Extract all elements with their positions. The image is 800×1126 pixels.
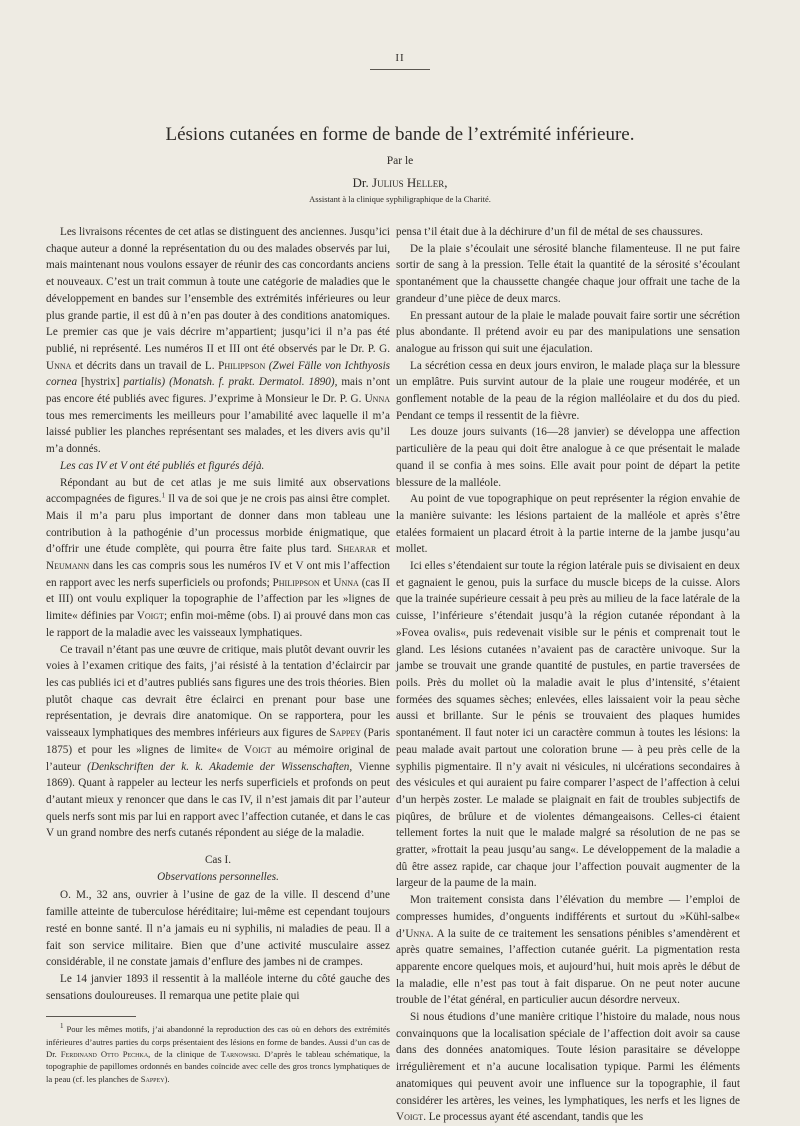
byline: Par le <box>386 155 414 167</box>
author-prefix: Dr. <box>352 175 369 190</box>
footnote: $^1$ Pour les mêmes motifs, j’ai abandonné la reproduction des cas où en dehors des extrémités inférieures d’autres parties du corps présentaient des lésions en forme de bandes. Aussi d’un cas de Dr. Ferdinand Otto Pechka, de la clinique de Tarnowski. D’après le tableau schématique, la topographie de papillomes ordonnés en bandes coïncide avec celle des gros troncs lymphatiques de la peau (cf. les planches de Sappey). <box>46 1022 390 1084</box>
article-title: Lésions cutanées en forme de bande de l’extrémité inférieure. <box>165 124 635 145</box>
paragraph: En pressant autour de la plaie le malade pouvait faire sortir une sécrétion plus abondante. Il prétend avoir eu par des manipulations une sensation analogue au frisson qui suit une éjaculation. <box>396 309 740 355</box>
paragraph: Répondant au but de cet atlas je me suis limité aux observations accompagnées de figures.$^1$ Il va de soi que je ne crois pas ainsi être complet. Mais il m’a paru plus important de donner dans mon tableau une contribution à la pathogénie d’un processus morbide énigmatique, que d’offrir une étude complète, qui pourra être faite plus tard. Shearar et Neumann dans les cas compris sous les numéros IV et V ont mis l’affection en rapport avec les nerfs superficiels ou profonds; Philippson et Unna (cas II et III) ont voulu expliquer la topographie de l’affection par les »lignes de limite« définies par Voigt; enfin moi-même (obs. I) ai prouvé dans mon cas le rapport de la maladie avec les vaisseaux lymphatiques. <box>46 476 391 639</box>
section-subheading: Observations personnelles. <box>157 870 279 883</box>
paragraph: Les livraisons récentes de cet atlas se distinguent des anciennes. Jusqu’ici chaque auteur a donné la représentation du ou des malades observés par lui, mais maintenant nous voulons essayer de réunir des cas concordants anciens et nouveaux. C’est un trait commun à toute une catégorie de maladies que le développement en bandes sur l’ensemble des extrémités inférieures ou leur plus grande partie, il est dû à n’en pas douter à des conditions anatomiques. Le premier cas que je vais décrire m’appartient; jusqu’ici il n’a pas été publié, ni représenté. Les numéros II et III ont été observés par le Dr. P. G. Unna et décrits dans un travail de L. Philippson (Zwei Fälle von Ichthyosis cornea [hystrix] partialis) (Monatsh. f. prakt. Dermatol. 1890), mais n’ont pas encore été publiés avec figures. J’exprime à Monsieur le Dr. P. G. Unna tous mes remerciments les meilleurs pour l’amabilité avec laquelle il m’a laissé publier les planches représentant ses malades, et les divers avis qu’il m’a donnés. <box>46 226 391 456</box>
author-affiliation: Assistant à la clinique syphiligraphique de la Charité. <box>309 194 491 204</box>
author-name: Julius Heller, <box>372 175 448 190</box>
page-number-rule <box>370 69 430 70</box>
paragraph: Les douze jours suivants (16—28 janvier) se développa une affection particulière de la peau qui doit être analogue à ce que présentait le malade quand il se confia à mes soins. Elle avait pour point de départ la petite blessure de la malléole. <box>396 426 740 489</box>
paragraph: O. M., 32 ans, ouvrier à l’usine de gaz de la ville. Il descend d’une famille atteinte de tuberculose héréditaire; lui-même est cependant toujours resté en bonne santé. Il n’a jamais eu ni syphilis, ni maladies de peau. Il a fait son service militaire. Bien que d’une activité musculaire assez considérable, il ne constate jamais d’enflure des jambes ni de crampes. <box>46 889 390 969</box>
paragraph: pensa t’il était due à la déchirure d’un fil de métal de ses chaussures. <box>396 226 703 238</box>
right-column <box>396 224 740 1126</box>
paragraph: La sécrétion cessa en deux jours environ, le malade plaça sur la blessure un emplâtre. Puis survint autour de la plaie une rougeur modérée, et un gonflement notable de la peau de la région malléolaire et du dos du pied. Pendant ce temps il ressentit de la fièvre. <box>396 359 740 422</box>
paragraph: De la plaie s’écoulait une sérosité blanche filamenteuse. Il ne put faire sortir de sang à la pression. Telle était la quantité de la sérosité s’écoulant spontanément que la chaussette changée chaque jour offrait une tache de la grandeur d’une pièce de deux marcs. <box>396 242 740 305</box>
footnote-rule <box>46 1016 136 1017</box>
paragraph: Le 14 janvier 1893 il ressentit à la malléole interne du côté gauche des sensations douloureuses. Il remarqua une petite plaie qui <box>46 972 390 1002</box>
paragraph: Ce travail n’étant pas une œuvre de critique, mais plutôt devant ouvrir les voies à l’examen critique des faits, j’ai résisté à la tentation d’éclaircir par les cas publiés ici et d’autres publiés sans figures une des trois théories. Bien plutôt chaque cas devrait être éclairci en prenant pour base une représentation, je devrais dire anatomique. On se rapportera, pour les vaisseaux lymphatiques des membres inférieurs aux figures de Sappey (Paris 1875) et pour les »lignes de limite« de Voigt au mémoire original de l’auteur (Denkschriften der k. k. Akademie der Wissenschaften, Vienne 1869). Quant à rappeler au lecteur les nerfs superficiels et profonds on peut d’autant mieux y renoncer que dans le cas IV, il n’est jamais dit par l’auteur quels nerfs sont mis par lui en rapport avec l’affection cutanée, et dans le cas V un grand nombre des nerfs cutanés répondent au siége de la maladie. <box>46 643 391 840</box>
section-heading: Cas I. <box>204 854 232 867</box>
page-number: II <box>395 52 405 64</box>
paragraph: Mon traitement consista dans l’élévation du membre — l’emploi de compresses humides, d’onguents indifférents et surtout du »Kühl-salbe« d’Unna. A la suite de ce traitement les sensations pénibles s’amendèrent et après quatre semaines, l’affection cutanée guérit. La pigmentation resta apparente encore quelques mois, et aujourd’hui, huit mois après le début de la maladie, elle n’est pas tout à fait disparue. On ne peut noter aucune trouble de l’état général, en particulier aucun désordre nerveux. <box>396 894 740 1007</box>
paragraph: Si nous étudions d’une manière critique l’histoire du malade, nous nous convainquons que la localisation spéciale de l’affection doit avoir sa cause dans des données anatomiques. Toute lésion parasitaire se développe irrégulièrement et n’a aucune localisation typique. Parmi les éléments anatomiques qui peuvent avoir une influence sur la topographie, il faut considérer les artères, les veines, les lymphatiques, les nerfs et les lignes de Voigt. Le processus ayant été ascendant, tandis que les <box>396 1011 740 1124</box>
footnote-ref: 1 <box>161 491 166 500</box>
paragraph: Ici elles s’étendaient sur toute la région latérale puis se divisaient en deux et gagnaient le genou, puis la surface du muscle biceps de la cuisse. Alors que la trainée supérieure cessait à peu près au milieu de la face latérale de la cuisse, l’inférieure s’étendait jusqu’à la région cutanée répondant à la »Fovea ovalis«, puis redevenait visible sur le pénis et comprenait tout le gland. Les lésions cutanées n’avaient pas de caractère univoque. Sur la jambe se trouvait une grande quantité de pustules, en partie traversées de poils. Près du mollet où la maladie avait le plus d’intensité, s’étaient formées des squames sèches; enlevées, elles laissaient voir la peau sèche aussi et brillante. Sur le pénis se trouvaient des plaques humides spontanément. Il faut noter ici un caractère commun à toutes les lésions: la peau malade avait partout une coloration brune — à peu près celle de la syphilis pigmentaire. Il n’y avait ni vésicules, ni ulcérations secondaires à des vésicules et qui auraient pu faire comparer l’aspect de l’affection à celui d’un herpès zoster. Le malade se plaignait en fait de troubles subjectifs de piqûres, de brûlure et de violentes démangeaisons. Celles-ci étaient tellement fortes la nuit que le malade malgré sa résolution de ne pas se gratter, »frottait la peau jusqu’au sang«. Le développement de la maladie a dû être assez rapide, car chaque jour l’affection pouvait augmenter de la largeur de la paume de la main. <box>396 560 740 890</box>
author <box>0 175 800 191</box>
left-column <box>46 224 390 1085</box>
paragraph: Au point de vue topographique on peut représenter la région envahie de la manière suivante: les lésions partaient de la malléole et après s’être etalées formaient un placard étroit à la partie interne de la jambe jusqu’au mollet. <box>396 493 740 556</box>
paragraph: Les cas IV et V ont été publiés et figurés déjà. <box>60 459 265 472</box>
